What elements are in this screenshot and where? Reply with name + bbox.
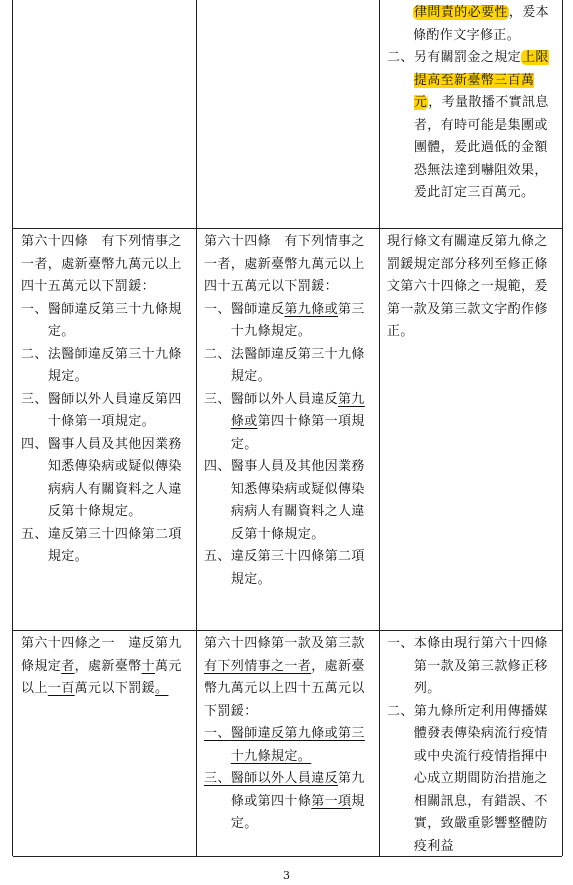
row-divider: [13, 630, 562, 631]
article-intro: 第六十四條第一款及第三款有下列情事之一者，處新臺幣九萬元以上四十五萬元以下罰鍰：: [204, 636, 365, 719]
article-item: 五、 違反第三十四條第二項規定。: [21, 526, 182, 564]
underlined-amendment: 醫師違反第九條或第三十九條規定。: [230, 726, 365, 764]
underlined-amendment: 第九條或: [230, 391, 365, 429]
article-item: 二、 法醫師違反第三十九條規定。: [21, 346, 182, 384]
article-item: 三、 醫師以外人員違反第九條或第四十條第一項規定。: [204, 391, 365, 452]
article-item: 五、 違反第三十四條第二項規定。: [204, 549, 365, 587]
highlighted-text: 律問責的必要性: [414, 5, 508, 20]
row2-current-article-cell: [21, 231, 190, 569]
column-divider: [379, 0, 380, 856]
article-item: 四、 醫事人員及其他因業務知悉傳染病或疑似傳染病病人有關資料之人違反第十條規定。: [21, 436, 182, 519]
highlighted-text: 上限提高至新臺幣三百萬元: [413, 50, 549, 110]
article-item: 二、 法醫師違反第三十九條規定。: [204, 346, 365, 384]
row3-new-article-cell: [21, 633, 190, 701]
underlined-amendment: 醫師以外人員違反: [230, 771, 339, 786]
underlined-amendment: 一百: [47, 681, 75, 696]
comparison-table: [12, 0, 563, 856]
article-item: 三、 醫師以外人員違反第四十條第一項規定。: [21, 391, 182, 429]
row-divider: [13, 228, 562, 229]
explanation-text: 現行條文有關違反第九條之罰鍰規定部分移列至修正條文第六十四條之一規範，爰第一款及第三款文字酌作修正。: [387, 234, 548, 339]
article-item: 四、 醫事人員及其他因業務知悉傳染病或疑似傳染病病人有關資料之人違反第十條規定。: [204, 459, 365, 542]
row2-amended-article-cell: [204, 231, 373, 591]
row2-explanation-cell: [387, 231, 559, 344]
underlined-amendment: 者: [61, 658, 75, 674]
article-text: 第六十四條之一 違反第九條規定者，處新臺幣十萬元以上一百萬元以下罰鍰。: [21, 636, 182, 696]
explanation-item-2: 二、 第九條所定利用傳播媒體發表傳染病流行疫情或中央流行疫情指揮中心成立期間防治措施之相關訊息，有錯誤、不實，致嚴重影響整體防疫利益: [387, 703, 548, 854]
underlined-amendment: 有下列情事之一者: [204, 658, 312, 674]
article-item: 一、 醫師違反第九條或第三十九條規定。: [204, 726, 365, 764]
article-item: 一、 醫師違反第三十九條規定。: [21, 301, 182, 339]
underlined-amendment: 十: [141, 658, 156, 674]
row3-explanation-cell: [387, 633, 559, 858]
article-item: 一、 醫師違反第九條或第三十九條規定。: [204, 301, 365, 339]
explanation-item-1: 一、 本條由現行第六十四條第一款及第三款修正移列。: [387, 636, 548, 696]
row3-current-article-cell: [204, 633, 373, 836]
explanation-item-2: 二、 另有關罰金之規定上限提高至新臺幣三百萬元，考量散播不實訊息者，有時可能是集團或團體，爰此過低的金額恐無法達到嚇阻效果，爰此訂定三百萬元。: [387, 50, 549, 200]
row1-explanation-cell: [387, 2, 559, 205]
underlined-amendment: 第一項: [311, 793, 352, 809]
article-intro: 第六十四條 有下列情事之一者，處新臺幣九萬元以上四十五萬元以下罰鍰：: [21, 234, 182, 294]
explanation-continued: 律問責的必要性，爰本條酌作文字修正。: [413, 5, 550, 43]
article-intro: 第六十四條 有下列情事之一者，處新臺幣九萬元以上四十五萬元以下罰鍰：: [204, 234, 365, 294]
underlined-amendment: 第九條或: [284, 301, 339, 317]
page-number: 3: [283, 869, 290, 882]
underlined-amendment: 。: [155, 681, 169, 696]
article-item: 三、 醫師以外人員違反第九條或第四十條第一項規定。: [204, 771, 365, 831]
column-divider: [196, 0, 197, 856]
